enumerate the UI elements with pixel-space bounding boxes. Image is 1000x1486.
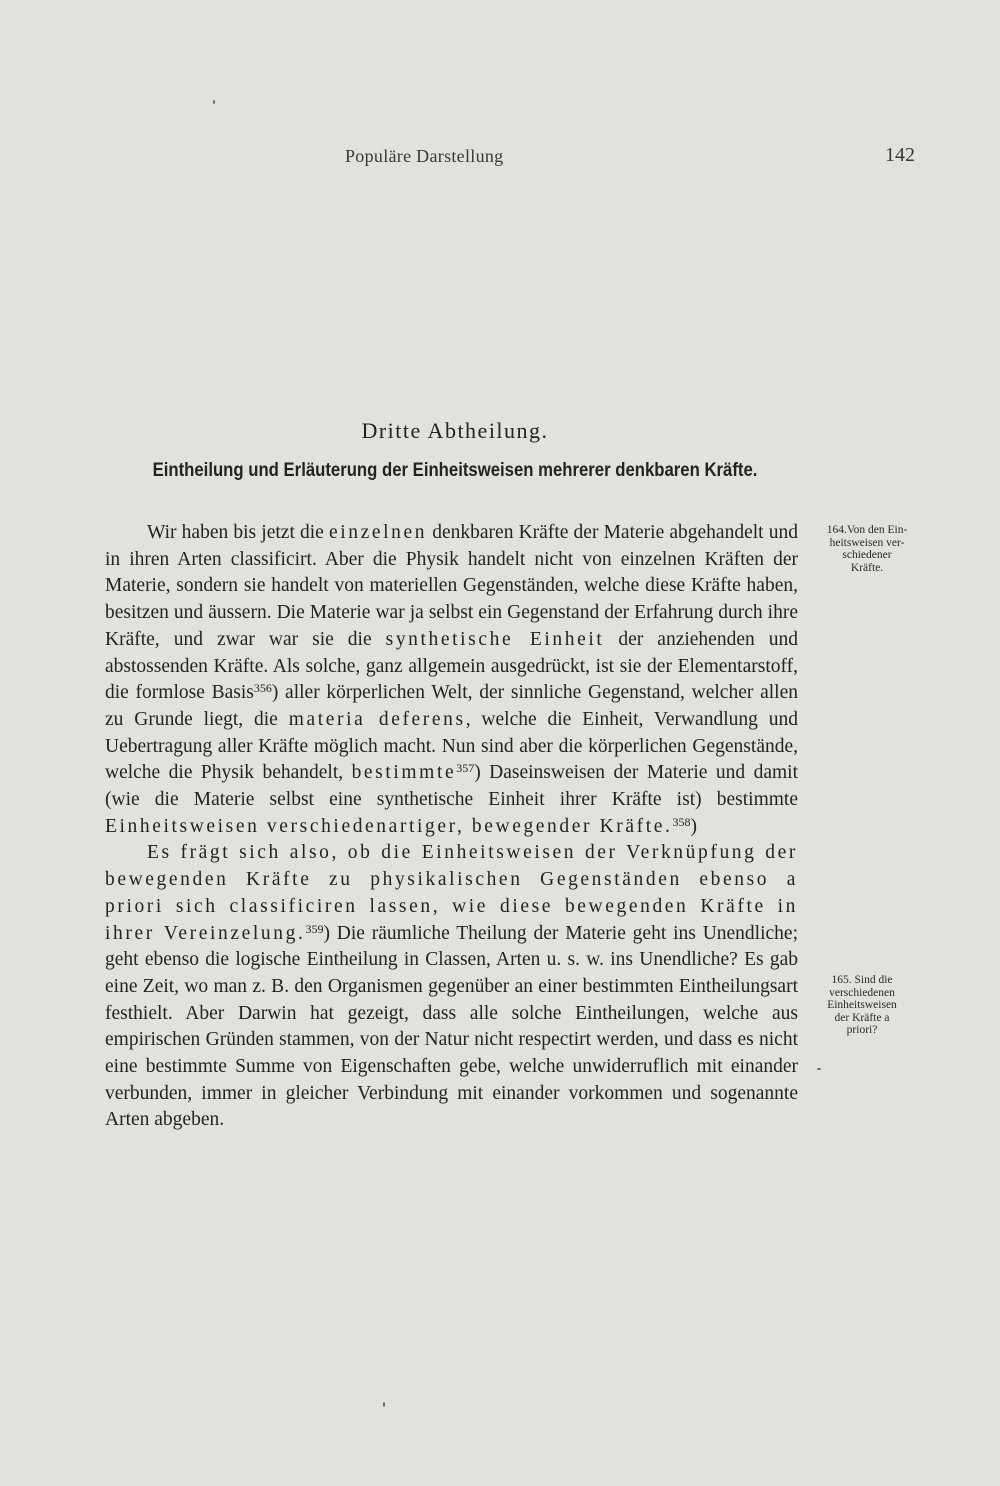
margin-note-text: Von den Ein- xyxy=(846,524,908,536)
margin-note-text: Sind die xyxy=(854,974,893,986)
spaced-emphasis: bestimmte xyxy=(351,762,457,784)
margin-note-line: verschiedenen xyxy=(829,986,895,999)
text-run: der anziehenden und abstossenden Kräfte. Als solche, ganz allgemein ausgedrückt, ist sie der Elementarstoff, die formlose Basis xyxy=(105,628,798,704)
paper-speck xyxy=(817,1068,821,1070)
footnote-marker: 356 xyxy=(253,681,272,696)
spaced-emphasis: synthetische Einheit xyxy=(385,628,605,650)
margin-note-line: Kräfte. xyxy=(850,561,884,574)
text-run: ) xyxy=(690,815,697,837)
spaced-emphasis: Einheitsweisen verschiedenartiger, bewegender Kräfte. xyxy=(105,815,673,837)
body-text xyxy=(105,520,798,1134)
running-header xyxy=(105,146,915,174)
page-number: 142 xyxy=(885,144,915,166)
text-run: ) aller körperlichen Welt, der sinnliche Gegenstand, welcher allen zu Grunde liegt, die xyxy=(105,682,798,730)
section-title: Eintheilung und Erläuterung der Einheitsweisen mehrerer denkbaren Kräfte. xyxy=(152,460,758,481)
spaced-emphasis: Es frägt sich also, ob die Einheitsweisen der Verknüpfung der bewegenden Kräfte zu physikalischen Gegenständen ebenso a priori sich classificiren lassen, wie diese bewegenden Kräfte in ihrer Vereinzelung. xyxy=(105,842,798,944)
footnote-marker: 358 xyxy=(672,814,691,829)
margin-note-164 xyxy=(808,524,926,574)
margin-note-165 xyxy=(800,974,924,1037)
footnote-marker: 359 xyxy=(305,921,324,936)
margin-note-line: priori? xyxy=(846,1024,878,1036)
footnote-marker: 357 xyxy=(456,761,475,776)
paper-speck xyxy=(383,1402,385,1407)
text-run: , welche die Einheit, Verwandlung und Uebertragung aller Kräfte möglich macht. Nun sind aber die körperlichen Gegenstände, welche die Physik behandelt, xyxy=(105,708,798,784)
paragraph-165 xyxy=(105,840,798,1134)
running-title: Populäre Darstellung xyxy=(345,146,504,166)
text-run: Wir haben bis jetzt die xyxy=(147,522,329,543)
margin-note-line xyxy=(808,524,926,537)
margin-note-number: 164. xyxy=(826,524,847,536)
part-title: Dritte Abtheilung. xyxy=(361,418,549,443)
margin-note-line: heitsweisen ver- xyxy=(829,536,905,549)
margin-note-line: Einheitsweisen xyxy=(827,999,897,1011)
text-run: ) Daseinsweisen der Materie und damit (wie die Materie selbst eine synthetische Einheit ihrer Kräfte ist) bestimmte xyxy=(105,762,798,811)
margin-note-number: 165. xyxy=(831,974,852,986)
margin-note-line: der Kräfte a xyxy=(834,1011,890,1024)
spaced-emphasis: einzelnen xyxy=(328,522,428,543)
margin-note-line: schiedener xyxy=(842,549,892,561)
spaced-emphasis: materia deferens xyxy=(288,708,466,730)
text-run: ) Die räumliche Theilung der Materie geht ins Unendliche; geht ebenso die logische Eintheilung in Classen, Arten u. s. w. ins Unendliche? Es gab eine Zeit, wo man z. B. den Organismen gegenüber an einer bestimmten Eintheilungsart festhielt. Aber Darwin hat gezeigt, dass alle solche Eintheilungen, welche aus empirischen Gründen stammen, von der Natur nicht respectirt werden, und dass es nicht eine bestimmte Summe von Eigenschaften gebe, welche unwiderruflich mit einander verbunden, immer in gleicher Verbindung mit einander vorkommen und sogenannte Arten abgeben. xyxy=(105,922,798,1131)
text-run: denkbaren Kräfte der Materie abgehandelt und in ihren Arten classificirt. Aber die Physik handelt nicht von einzelnen Kräften der Materie, sondern sie handelt von materiellen Gegenständen, welche diese Kräfte haben, besitzen und äussern. Die Materie war ja selbst ein Gegenstand der Erfahrung durch ihre Kräfte, und zwar war sie die xyxy=(105,522,798,650)
margin-note-line xyxy=(800,974,924,987)
paragraph-164 xyxy=(105,520,798,840)
paper-speck xyxy=(213,100,215,104)
